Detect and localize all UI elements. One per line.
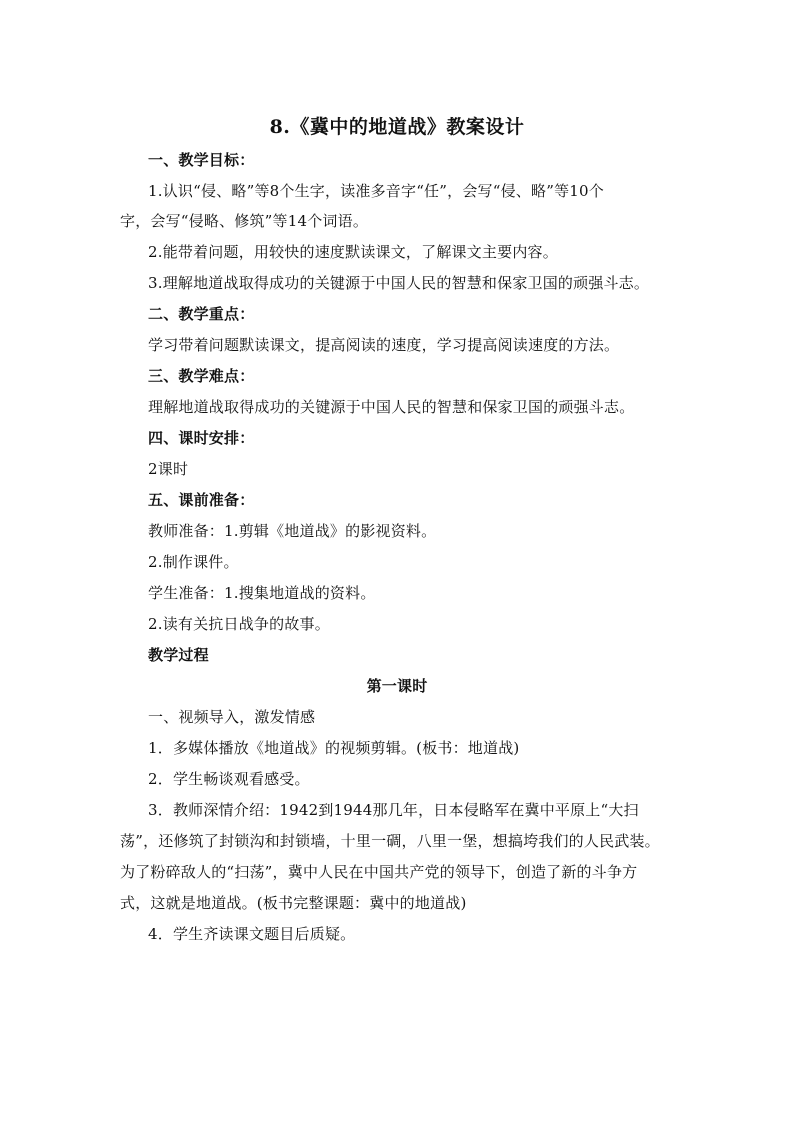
body-line: 理解地道战取得成功的关键源于中国人民的智慧和保家卫国的顽强斗志。 — [148, 398, 635, 416]
body-line: 2课时 — [148, 460, 189, 478]
body-line: 学生准备：1.搜集地道战的资料。 — [148, 584, 376, 602]
body-line: 3．教师深情介绍：1942到1944那几年，日本侵略军在冀中平原上“大扫 — [148, 801, 639, 819]
body-line: 字，会写“侵略、修筑”等14个词语。 — [120, 212, 369, 230]
body-line: 教师准备：1.剪辑《地道战》的影视资料。 — [148, 522, 437, 540]
section-heading-schedule: 四、课时安排： — [148, 429, 255, 447]
body-line: 4．学生齐读课文题目后质疑。 — [148, 925, 356, 943]
body-line: 式，这就是地道战。(板书完整课题：冀中的地道战) — [120, 894, 467, 912]
document-title: 8.《冀中的地道战》教案设计 — [269, 116, 525, 138]
body-line: 为了粉碎敌人的“扫荡”，冀中人民在中国共产党的领导下，创造了新的斗争方 — [120, 863, 638, 881]
body-line: 2．学生畅谈观看感受。 — [148, 770, 310, 788]
section-heading-process: 教学过程 — [148, 646, 209, 664]
body-line: 2.读有关抗日战争的故事。 — [148, 615, 330, 633]
body-line: 2.能带着问题，用较快的速度默读课文，了解课文主要内容。 — [148, 243, 558, 261]
section-heading-difficulties: 三、教学难点： — [148, 367, 255, 385]
subheading-first-lesson: 第一课时 — [366, 677, 428, 695]
body-line: 一、视频导入，激发情感 — [148, 708, 316, 726]
body-line: 1．多媒体播放《地道战》的视频剪辑。(板书：地道战) — [148, 739, 520, 757]
section-heading-objectives: 一、教学目标： — [148, 151, 255, 169]
section-heading-key-points: 二、教学重点： — [148, 305, 255, 323]
body-line: 1.认识“侵、略”等8个生字，读准多音字“任”，会写“侵、略”等10个 — [148, 182, 604, 200]
body-line: 3.理解地道战取得成功的关键源于中国人民的智慧和保家卫国的顽强斗志。 — [148, 274, 650, 292]
section-heading-preparation: 五、课前准备： — [148, 491, 255, 509]
body-line: 荡”，还修筑了封锁沟和封锁墙，十里一碉，八里一堡，想搞垮我们的人民武装。 — [120, 832, 660, 850]
body-line: 学习带着问题默读课文，提高阅读的速度，学习提高阅读速度的方法。 — [148, 336, 620, 354]
body-line: 2.制作课件。 — [148, 553, 239, 571]
